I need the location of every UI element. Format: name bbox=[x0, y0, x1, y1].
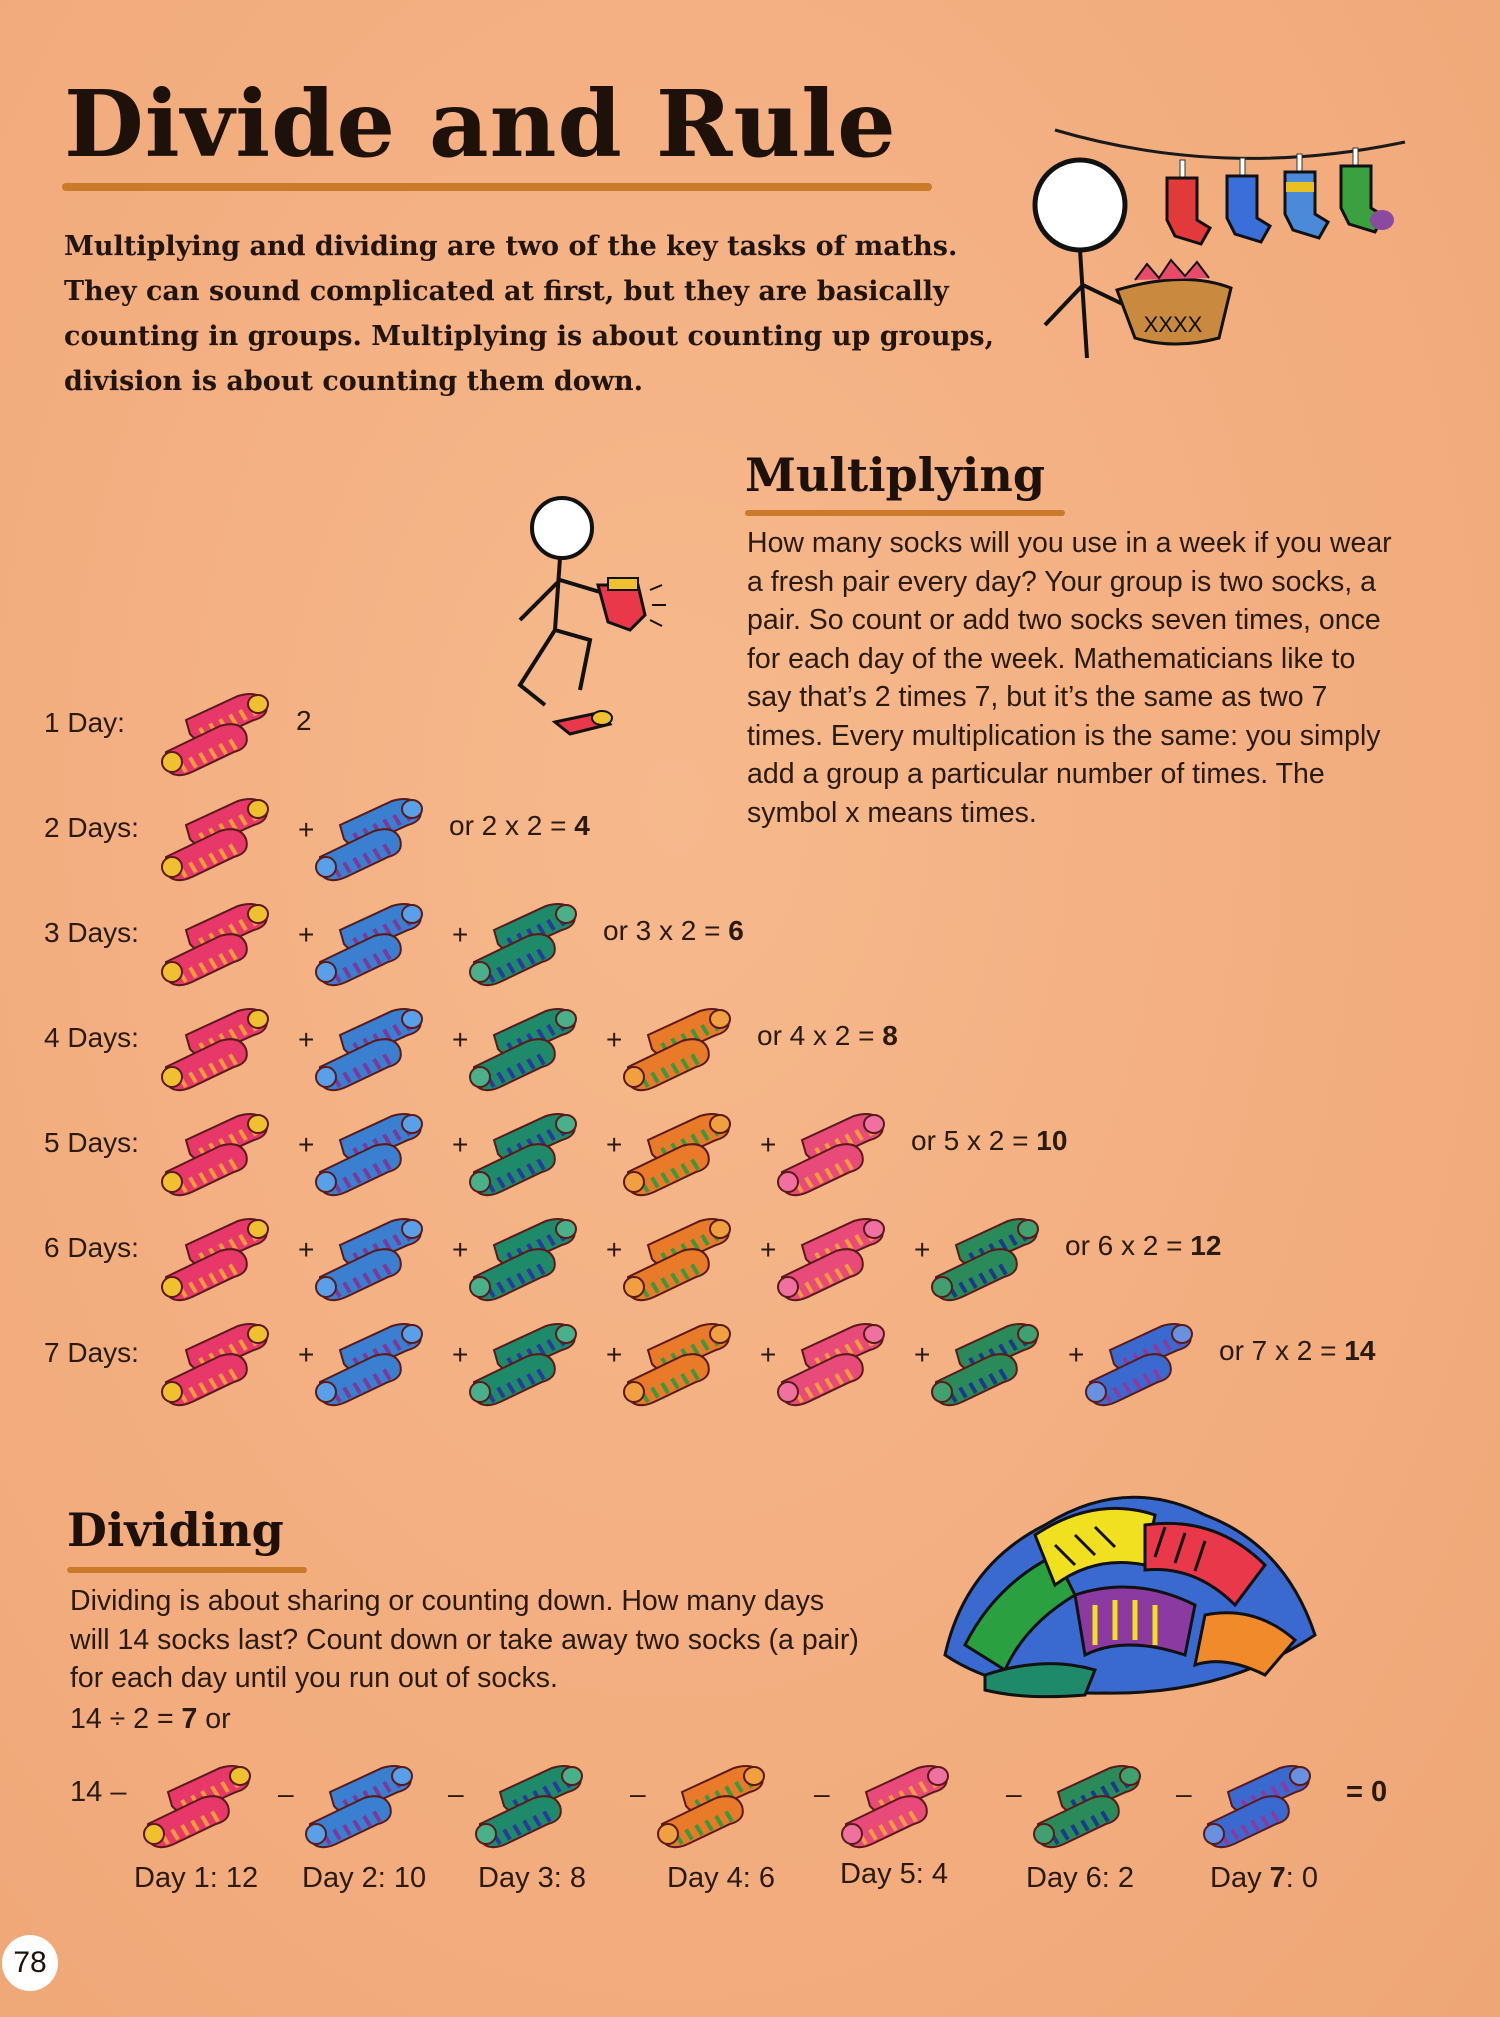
clothesline-illustration bbox=[1025, 120, 1425, 370]
sock-pile-illustration bbox=[925, 1455, 1325, 1705]
sock-pair-icon bbox=[778, 1114, 884, 1195]
hanging-sock-green bbox=[1341, 148, 1394, 232]
sock-pair-icon bbox=[624, 1114, 730, 1195]
sock-pair-icon bbox=[162, 1009, 268, 1090]
sock-in-hand bbox=[598, 585, 645, 630]
sock-pair-icon bbox=[316, 904, 422, 985]
sock-row bbox=[0, 1110, 1500, 1200]
row-equation-prefix: or 6 x 2 = bbox=[1065, 1230, 1191, 1261]
plus-sign: + bbox=[606, 1339, 623, 1370]
sock-pair-icon bbox=[162, 1219, 268, 1300]
row-equation bbox=[757, 1020, 898, 1052]
sock-pair-icon bbox=[624, 1219, 730, 1300]
row-equation bbox=[603, 915, 744, 947]
sock-pair-icon bbox=[144, 1766, 250, 1847]
countdown-socks bbox=[0, 1762, 1500, 1852]
plus-sign: + bbox=[452, 919, 469, 950]
sock-pair-icon bbox=[470, 904, 576, 985]
sock-pair-icon bbox=[1204, 1766, 1310, 1847]
sock-pair-icon bbox=[316, 799, 422, 880]
sock-pair-icon bbox=[162, 1114, 268, 1195]
row-equation-prefix: or 4 x 2 = bbox=[757, 1020, 883, 1051]
plus-sign: + bbox=[760, 1234, 777, 1265]
sock-pair-icon bbox=[470, 1219, 576, 1300]
plus-sign: + bbox=[298, 814, 315, 845]
row-equation bbox=[449, 810, 590, 842]
dividing-underline bbox=[67, 1567, 307, 1573]
row-equation bbox=[911, 1125, 1067, 1157]
dividing-heading: Dividing bbox=[67, 1503, 284, 1557]
minus-sign: – bbox=[814, 1778, 830, 1809]
basket-label: XXXX bbox=[1143, 312, 1203, 337]
sock-pair-icon bbox=[1034, 1766, 1140, 1847]
minus-sign: – bbox=[630, 1778, 646, 1809]
sock-pair-icon bbox=[316, 1009, 422, 1090]
sock-pair-icon bbox=[932, 1324, 1038, 1405]
plus-sign: + bbox=[452, 1024, 469, 1055]
sock-row bbox=[0, 900, 1500, 990]
row-equation-result: 10 bbox=[1036, 1125, 1068, 1156]
sock-pair-icon bbox=[162, 799, 268, 880]
stick-figure-head bbox=[1035, 160, 1125, 250]
plus-sign: + bbox=[452, 1234, 469, 1265]
sock-pair-icon bbox=[316, 1219, 422, 1300]
countdown-start: 14 – bbox=[70, 1776, 127, 1808]
multiplying-underline bbox=[745, 510, 1065, 516]
sock-pair-icon bbox=[778, 1324, 884, 1405]
row-label: 1 Day: bbox=[44, 707, 125, 738]
sock-pair-icon bbox=[624, 1324, 730, 1405]
row-label: 6 Days: bbox=[44, 1232, 139, 1263]
sock-basket bbox=[1117, 260, 1231, 344]
page-title: Divide and Rule bbox=[64, 70, 897, 178]
intro-paragraph: Multiplying and dividing are two of the key tasks of maths. They can sound complicated at first, but they are basically counting in groups. Multiplying is about counting up groups, division is about counting them down. bbox=[64, 231, 994, 397]
plus-sign: + bbox=[452, 1129, 469, 1160]
day-label: Day 1: 12 bbox=[134, 1862, 259, 1894]
day-label-7-prefix: Day bbox=[1210, 1862, 1270, 1894]
plus-sign: + bbox=[606, 1024, 623, 1055]
row-equation bbox=[1219, 1335, 1375, 1367]
row-equation-result: 4 bbox=[574, 810, 590, 841]
sock-row bbox=[0, 690, 1500, 780]
day-label: Day 3: 8 bbox=[478, 1862, 586, 1894]
dividing-text: Dividing is about sharing or counting down. How many days will 14 socks last? Count down or take away two socks (a pair) for each day until you run out of socks. bbox=[70, 1585, 859, 1694]
division-equation bbox=[70, 1703, 231, 1736]
sock-pair-icon bbox=[316, 1324, 422, 1405]
row-label: 4 Days: bbox=[44, 1022, 139, 1053]
countdown-end: = 0 bbox=[1346, 1776, 1388, 1808]
sock-pair-icon bbox=[476, 1766, 582, 1847]
sock-row bbox=[0, 1005, 1500, 1095]
plus-sign: + bbox=[1068, 1339, 1085, 1370]
sock-pair-icon bbox=[658, 1766, 764, 1847]
row-equation-prefix: or 7 x 2 = bbox=[1219, 1335, 1345, 1366]
plus-sign: + bbox=[760, 1339, 777, 1370]
minus-sign: – bbox=[448, 1778, 464, 1809]
row-label: 7 Days: bbox=[44, 1337, 139, 1368]
sock-pair-icon bbox=[1086, 1324, 1192, 1405]
plus-sign: + bbox=[298, 1129, 315, 1160]
plus-sign: + bbox=[452, 1339, 469, 1370]
sock-pair-icon bbox=[470, 1324, 576, 1405]
sock-row bbox=[0, 795, 1500, 885]
plus-sign: + bbox=[606, 1234, 623, 1265]
plus-sign: + bbox=[298, 1339, 315, 1370]
minus-sign: – bbox=[278, 1778, 294, 1809]
row-equation-prefix: or 2 x 2 = bbox=[449, 810, 575, 841]
sock-pair-icon bbox=[778, 1219, 884, 1300]
hanging-sock-yellow bbox=[1285, 154, 1328, 238]
row-label: 3 Days: bbox=[44, 917, 139, 948]
sock-pair-icon bbox=[470, 1114, 576, 1195]
row-equation-prefix: or 5 x 2 = bbox=[911, 1125, 1037, 1156]
row-label: 2 Days: bbox=[44, 812, 139, 843]
row-equation-result: 14 bbox=[1344, 1335, 1376, 1366]
division-equation-result: 7 bbox=[181, 1703, 198, 1735]
day-label: Day 4: 6 bbox=[667, 1862, 775, 1894]
sock-pair-icon bbox=[306, 1766, 412, 1847]
plus-sign: + bbox=[298, 1024, 315, 1055]
row-equation-result: 12 bbox=[1190, 1230, 1222, 1261]
sock-pair-icon bbox=[162, 904, 268, 985]
hanging-sock-blue bbox=[1227, 158, 1270, 242]
day-label: Day 5: 4 bbox=[840, 1858, 948, 1890]
day-label: Day 2: 10 bbox=[302, 1862, 427, 1894]
sock-pair-icon bbox=[842, 1766, 948, 1847]
plus-sign: + bbox=[760, 1129, 777, 1160]
plus-sign: + bbox=[914, 1339, 931, 1370]
figure-head bbox=[532, 498, 592, 558]
row-equation-prefix: 2 bbox=[296, 705, 312, 736]
sock-pair-icon bbox=[624, 1009, 730, 1090]
multiplying-heading: Multiplying bbox=[745, 448, 1046, 502]
row-equation bbox=[296, 705, 312, 737]
division-equation-prefix: 14 ÷ 2 = bbox=[70, 1703, 182, 1735]
plus-sign: + bbox=[914, 1234, 931, 1265]
sock-pair-icon bbox=[932, 1219, 1038, 1300]
multiplying-text: How many socks will you use in a week if you wear a fresh pair every day? Your group is two socks, a pair. So count or add two socks seven times, once for each day of the week. Mathematicians like to say that’s 2 times 7, but it’s the same as two 7 times. Every multiplication is the same: you simply add a group a particular number of times. The symbol x means times. bbox=[747, 527, 1392, 829]
plus-sign: + bbox=[298, 1234, 315, 1265]
sock-pair-icon bbox=[162, 694, 268, 775]
minus-sign: – bbox=[1176, 1778, 1192, 1809]
page-number: 78 bbox=[2, 1935, 58, 1991]
division-equation-suffix: or bbox=[197, 1703, 231, 1735]
hanging-sock-red bbox=[1167, 160, 1210, 244]
row-equation-prefix: or 3 x 2 = bbox=[603, 915, 729, 946]
sock-pair-icon bbox=[316, 1114, 422, 1195]
sock-pair-icon bbox=[470, 1009, 576, 1090]
sock-pair-icon bbox=[162, 1324, 268, 1405]
minus-sign: – bbox=[1006, 1778, 1022, 1809]
row-label: 5 Days: bbox=[44, 1127, 139, 1158]
plus-sign: + bbox=[298, 919, 315, 950]
sock-row bbox=[0, 1215, 1500, 1305]
day-label-7-suffix: : 0 bbox=[1285, 1862, 1319, 1894]
day-label-7-number: 7 bbox=[1269, 1862, 1286, 1894]
title-underline bbox=[62, 183, 932, 191]
day-label-7 bbox=[1210, 1862, 1318, 1895]
day-label: Day 6: 2 bbox=[1026, 1862, 1134, 1894]
row-equation bbox=[1065, 1230, 1221, 1262]
row-equation-result: 6 bbox=[728, 915, 744, 946]
row-equation-result: 8 bbox=[882, 1020, 898, 1051]
plus-sign: + bbox=[606, 1129, 623, 1160]
